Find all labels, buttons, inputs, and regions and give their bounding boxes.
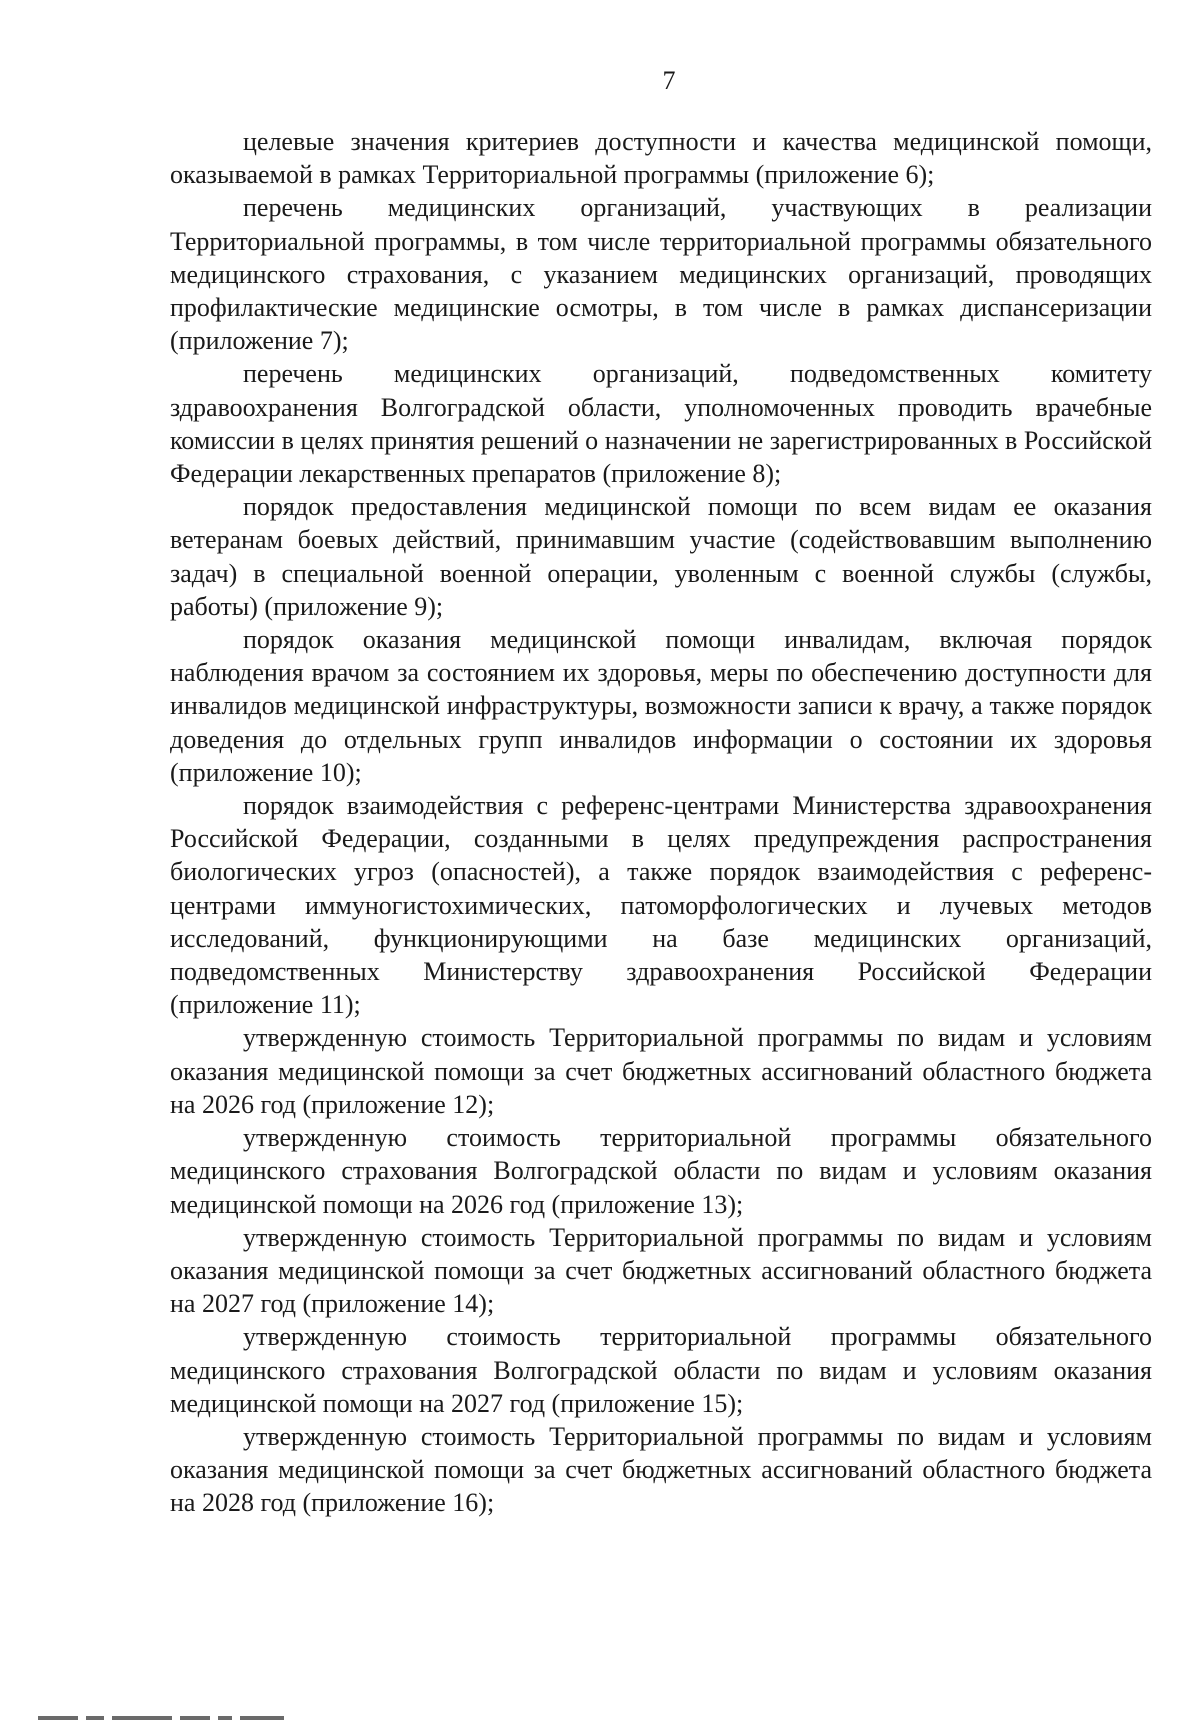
- scan-footer-mark: [38, 1713, 308, 1723]
- paragraph-7: утвержденную стоимость Территориальной программы по видам и условиям оказания медицинской помощи за счет бюджетных ассигнований областного бюджета на 2026 год (приложение 12);: [170, 1023, 1152, 1119]
- paragraph-2: перечень медицинских организаций, участвующих в реализации Территориальной программы, в том числе территориальной программы обязательного медицинского страхования, с указанием медицинских организаций, проводящих профилактические медицинские осмотры, в том числе в рамках диспансеризации (приложение 7);: [170, 193, 1152, 356]
- paragraph-6: порядок взаимодействия с референс-центрами Министерства здравоохранения Российской Федерации, созданными в целях предупреждения распространения биологических угроз (опасностей), а также порядок взаимодействия с референс-центрами иммуногистохимических, патоморфологических и лучевых методов исследований, функционирующими на базе медицинских организаций, подведомственных Министерству здравоохранения Российской Федерации (приложение 11);: [170, 791, 1152, 1020]
- document-body: [170, 125, 1152, 1520]
- paragraph-5: порядок оказания медицинской помощи инвалидам, включая порядок наблюдения врачом за состоянием их здоровья, меры по обеспечению доступности для инвалидов медицинской инфраструктуры, возможности записи к врачу, а также порядок доведения до отдельных групп инвалидов информации о состоянии их здоровья (приложение 10);: [170, 625, 1152, 787]
- paragraph-8: утвержденную стоимость территориальной программы обязательного медицинского страхования Волгоградской области по видам и условиям оказания медицинской помощи на 2026 год (приложение 13);: [170, 1123, 1152, 1219]
- paragraph-4: порядок предоставления медицинской помощи по всем видам ее оказания ветеранам боевых действий, принимавшим участие (содействовавшим выполнению задач) в специальной военной операции, уволенным с военной службы (службы, работы) (приложение 9);: [170, 492, 1152, 621]
- paragraph-1: целевые значения критериев доступности и качества медицинской помощи, оказываемой в рамках Территориальной программы (приложение 6);: [170, 127, 1152, 190]
- page-number: 7: [662, 66, 676, 95]
- paragraph-10: утвержденную стоимость территориальной программы обязательного медицинского страхования Волгоградской области по видам и условиям оказания медицинской помощи на 2027 год (приложение 15);: [170, 1322, 1152, 1418]
- paragraph-9: утвержденную стоимость Территориальной программы по видам и условиям оказания медицинской помощи за счет бюджетных ассигнований областного бюджета на 2027 год (приложение 14);: [170, 1222, 1152, 1319]
- paragraph-3: перечень медицинских организаций, подведомственных комитету здравоохранения Волгоградской области, уполномоченных проводить врачебные комиссии в целях принятия решений о назначении не зарегистрированных в Российской Федерации лекарственных препаратов (приложение 8);: [170, 359, 1152, 489]
- paragraph-11: утвержденную стоимость Территориальной программы по видам и условиям оказания медицинской помощи за счет бюджетных ассигнований областного бюджета на 2028 год (приложение 16);: [170, 1421, 1152, 1518]
